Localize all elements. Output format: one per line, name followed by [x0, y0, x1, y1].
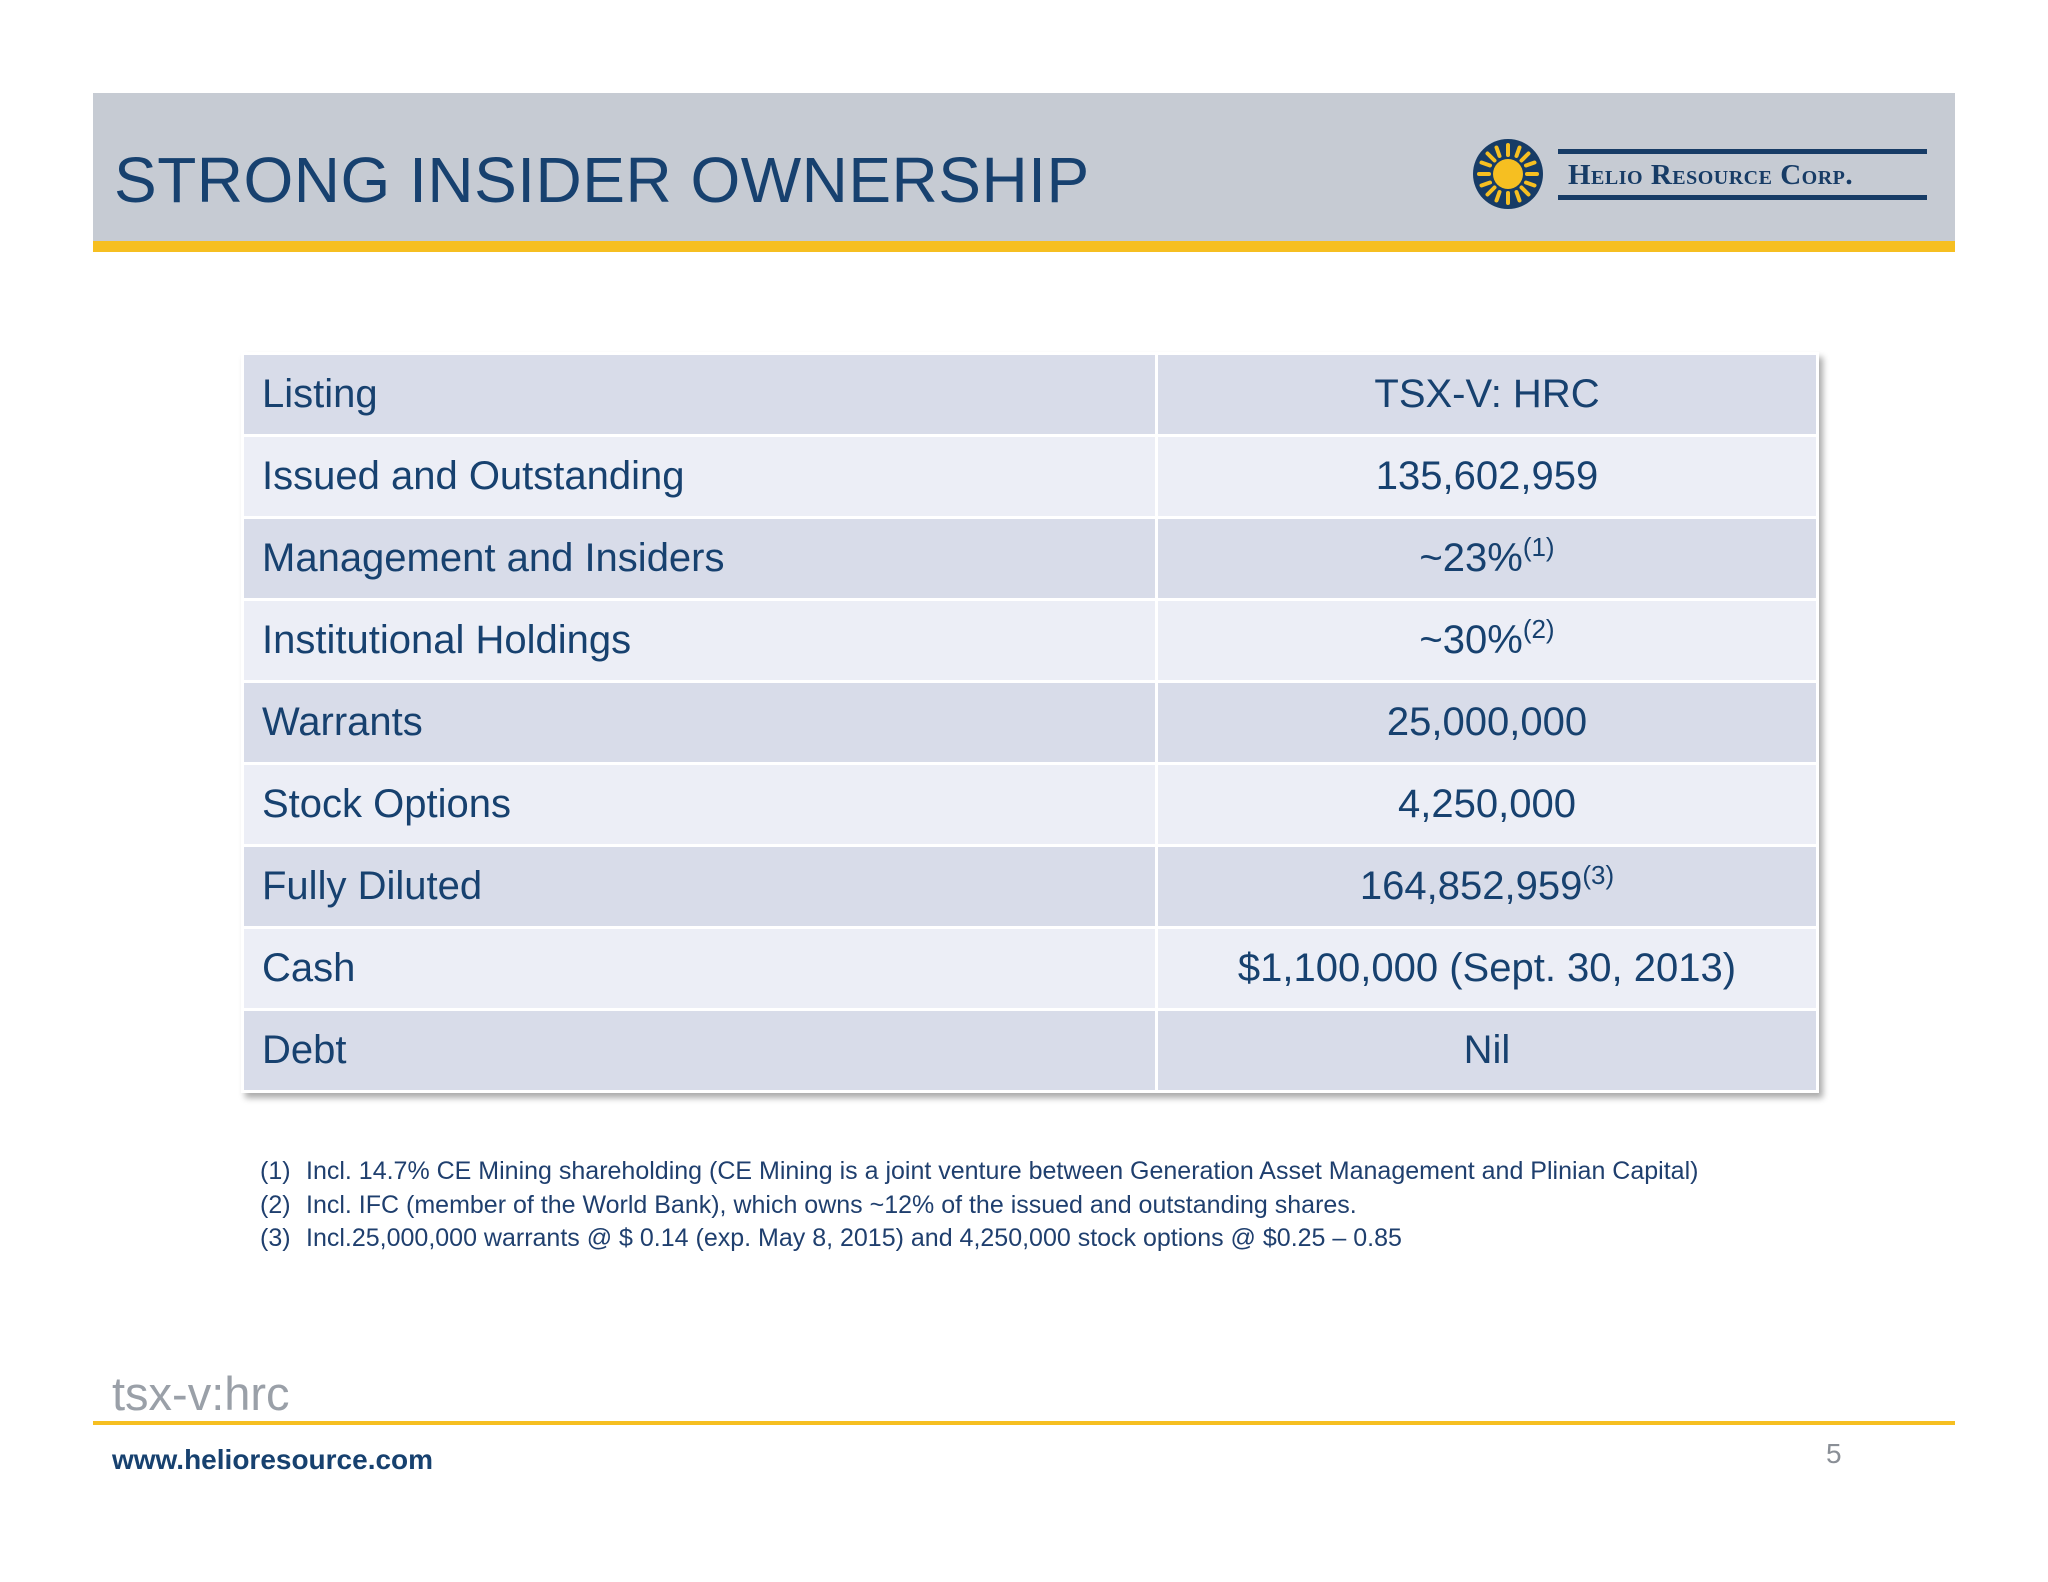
footnote-marker: (1): [260, 1157, 291, 1185]
value-text: TSX-V: HRC: [1374, 372, 1600, 416]
footer-rule: [93, 1421, 1955, 1425]
value-text: 135,602,959: [1375, 454, 1599, 498]
footnote-marker: (2): [260, 1190, 291, 1219]
table-row: [243, 928, 1818, 1010]
row-label: Fully Diluted: [243, 846, 1157, 928]
footnote-text: Incl. 14.7% CE Mining shareholding (CE Mining is a joint venture between Generation Asset Management and Plinian Capital): [306, 1157, 1699, 1185]
table-row: [243, 436, 1818, 518]
table-row: [243, 518, 1818, 600]
website-link[interactable]: www.helioresource.com: [112, 1444, 434, 1475]
table-row: [243, 764, 1818, 846]
row-label: Warrants: [243, 682, 1157, 764]
row-value: [1157, 1010, 1818, 1092]
ownership-table: [241, 352, 1819, 1093]
footnote: [260, 1189, 1698, 1223]
page-title: STRONG INSIDER OWNERSHIP: [114, 144, 1090, 216]
value-text: Nil: [1463, 1028, 1511, 1072]
table-row: [243, 354, 1818, 436]
row-value: [1157, 846, 1818, 928]
row-label: Issued and Outstanding: [243, 436, 1157, 518]
logo-rule-top: [1558, 149, 1927, 154]
value-text: ~23%: [1419, 536, 1523, 580]
footnotes: [260, 1155, 1698, 1256]
row-value: [1157, 764, 1818, 846]
table-row: [243, 1010, 1818, 1092]
table-row: [243, 682, 1818, 764]
footnote-reference: (3): [1582, 860, 1615, 890]
value-text: $1,100,000 (Sept. 30, 2013): [1237, 946, 1737, 990]
footnote-reference: (2): [1522, 614, 1555, 644]
table-row: [243, 846, 1818, 928]
row-label: Management and Insiders: [243, 518, 1157, 600]
row-label: Listing: [243, 354, 1157, 436]
row-label: Cash: [243, 928, 1157, 1010]
footnote-reference: (1): [1522, 532, 1555, 562]
footnote: [260, 1222, 1698, 1256]
row-value: [1157, 600, 1818, 682]
logo-rule-bottom: [1558, 195, 1927, 200]
page-number: 5: [1826, 1438, 1842, 1469]
row-label: Stock Options: [243, 764, 1157, 846]
row-label: Debt: [243, 1010, 1157, 1092]
value-text: 4,250,000: [1398, 782, 1576, 826]
row-value: [1157, 354, 1818, 436]
row-label: Institutional Holdings: [243, 600, 1157, 682]
value-text: 25,000,000: [1386, 700, 1588, 744]
row-value: [1157, 436, 1818, 518]
footer-ticker: tsx-v:hrc: [112, 1367, 290, 1420]
logo-wordmark: Helio Resource Corp.: [1568, 159, 1854, 191]
sun-logo-icon: [1472, 138, 1544, 210]
footnote-text: Incl. IFC (member of the World Bank), which owns ~12% of the issued and outstanding shares.: [306, 1190, 1357, 1219]
footnote: [260, 1155, 1698, 1189]
row-value: [1157, 518, 1818, 600]
row-value: [1157, 682, 1818, 764]
table-row: [243, 600, 1818, 682]
footnote-text: Incl.25,000,000 warrants @ $ 0.14 (exp. May 8, 2015) and 4,250,000 stock options @ $0.25 – 0.85: [306, 1224, 1402, 1252]
row-value: [1157, 928, 1818, 1010]
header-rule: [93, 241, 1955, 252]
company-logo: [1472, 138, 1927, 212]
footnote-marker: (3): [260, 1224, 291, 1252]
value-text: 164,852,959: [1359, 864, 1583, 908]
value-text: ~30%: [1419, 618, 1523, 662]
